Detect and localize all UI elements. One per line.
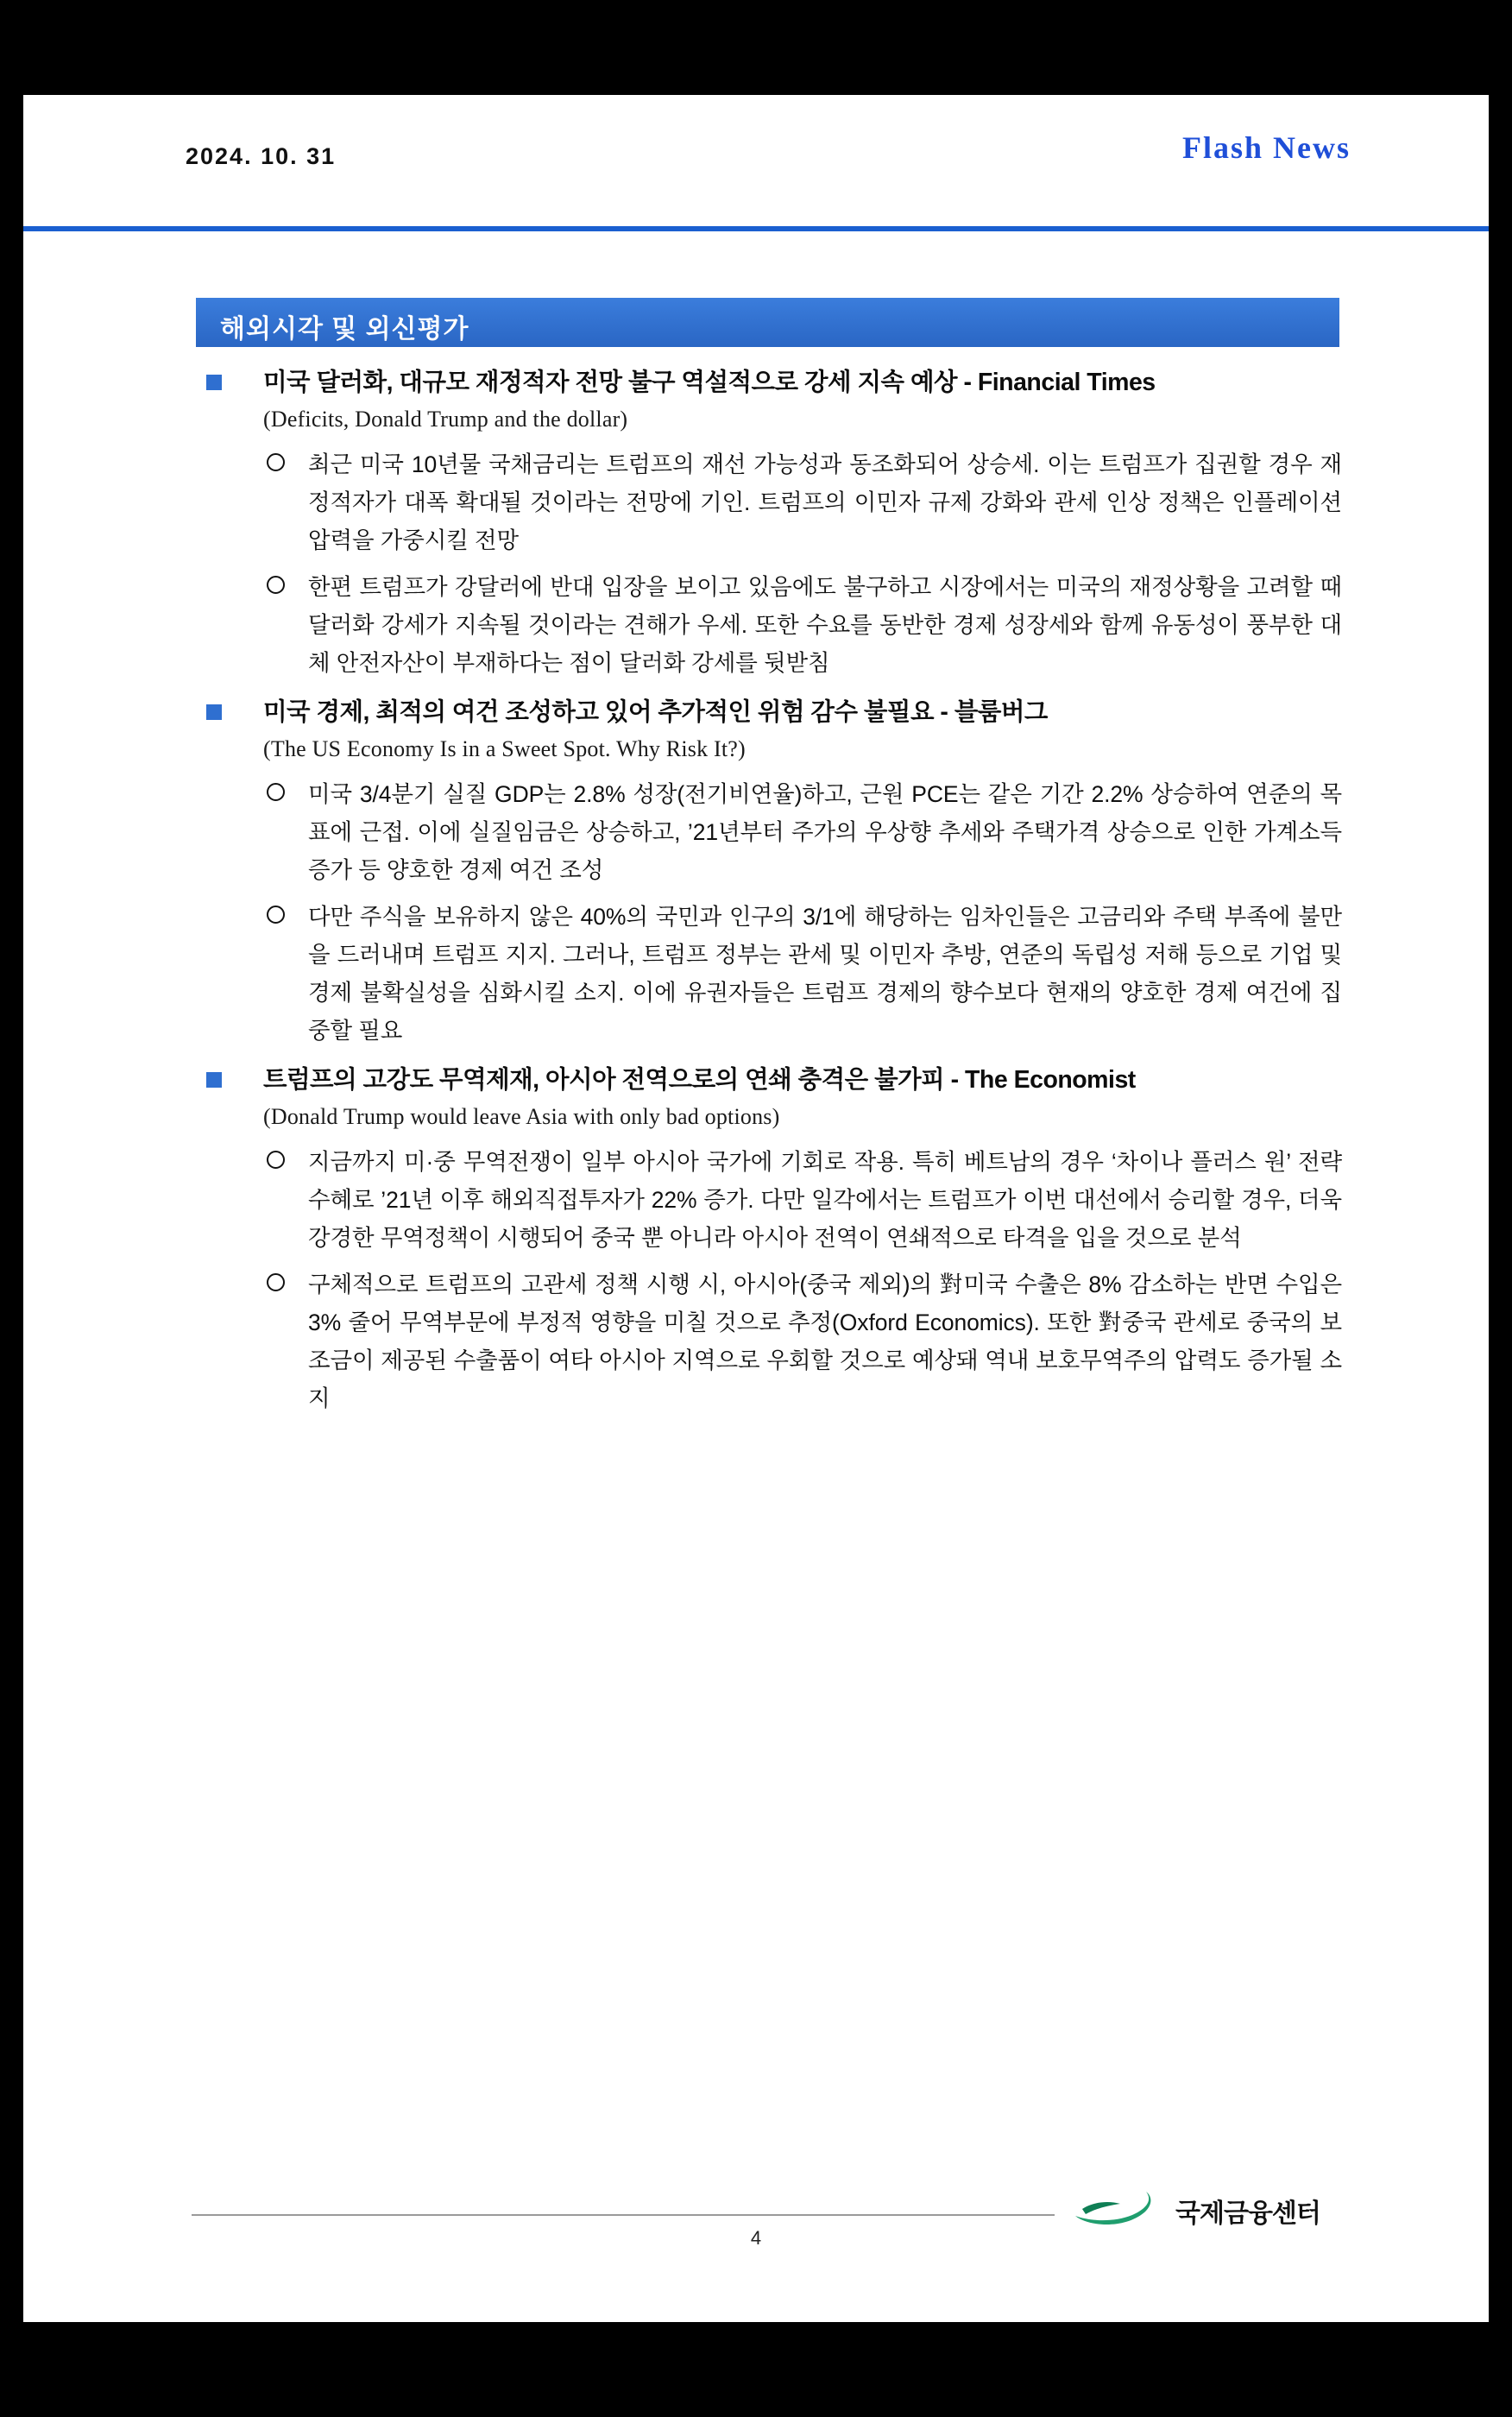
circle-bullet-icon: [267, 1273, 285, 1291]
document-content: [23, 364, 1489, 1429]
header-divider: [23, 226, 1489, 231]
section-banner: [196, 298, 1339, 347]
circle-bullet-icon: [267, 1151, 285, 1169]
footer-logo: [1070, 2180, 1346, 2240]
circle-bullet-icon: [267, 783, 285, 801]
document-page: [23, 95, 1489, 2322]
news-item-heading: [23, 1062, 1489, 1098]
news-item: [23, 364, 1489, 682]
footer-logo-text: 국제금융센터: [1175, 2199, 1320, 2228]
footer-divider: [192, 2214, 1055, 2216]
document-brand-title: Flash News: [1181, 130, 1351, 165]
news-item-subtitle: (The US Economy Is in a Sweet Spot. Why Risk It?): [263, 736, 746, 761]
news-item-title: 트럼프의 고강도 무역제재, 아시아 전역으로의 연쇄 충격은 불가피 - The Economist: [263, 1066, 1136, 1094]
news-item-heading: [23, 364, 1489, 401]
news-item-point: [23, 1143, 1489, 1257]
square-bullet-icon: [206, 1072, 222, 1088]
page-number: 4: [750, 2227, 762, 2249]
document-date: 2024. 10. 31: [186, 143, 337, 169]
document-header: [23, 95, 1489, 224]
news-item-point-text: 구체적으로 트럼프의 고관세 정책 시행 시, 아시아(중국 제외)의 對미국 수출은 8% 감소하는 반면 수입은 3% 줄어 무역부문에 부정적 영향을 미칠 것으로 추정(Oxford Economics). 또한 對중국 관세로 중국의 보조금이 제공된 수출품이 여타 아시아 지역으로 우회할 것으로 예상돼 역내 보호무역주의 압력도 증가될 소지: [308, 1272, 1342, 1411]
news-item-subtitle: (Deficits, Donald Trump and the dollar): [263, 407, 628, 432]
news-item-point: [23, 1265, 1489, 1417]
news-item-point-text: 최근 미국 10년물 국채금리는 트럼프의 재선 가능성과 동조화되어 상승세. 이는 트럼프가 집권할 경우 재정적자가 대폭 확대될 것이라는 전망에 기인. 트럼프의 이민자 규제 강화와 관세 인상 정책은 인플레이션 압력을 가중시킬 전망: [308, 451, 1342, 553]
square-bullet-icon: [206, 704, 222, 720]
news-item-point: [23, 568, 1489, 682]
kcif-logo-icon: [1070, 2187, 1165, 2231]
section-banner-label: 해외시각 및 외신평가: [220, 315, 469, 344]
square-bullet-icon: [206, 375, 222, 390]
circle-bullet-icon: [267, 576, 285, 594]
news-item-subtitle: (Donald Trump would leave Asia with only bad options): [263, 1104, 780, 1129]
news-item-point: [23, 445, 1489, 559]
news-item: [23, 694, 1489, 1050]
news-item-point-text: 다만 주식을 보유하지 않은 40%의 국민과 인구의 3/1에 해당하는 임차인들은 고금리와 주택 부족에 불만을 드러내며 트럼프 지지. 그러나, 트럼프 정부는 관세 및 이민자 추방, 연준의 독립성 저해 등으로 기업 및 경제 불확실성을 심화시킬 소지. 이에 유권자들은 트럼프 경제의 향수보다 현재의 양호한 경제 여건에 집중할 필요: [308, 904, 1342, 1044]
news-item-point-text: 미국 3/4분기 실질 GDP는 2.8% 성장(전기비연율)하고, 근원 PCE는 같은 기간 2.2% 상승하여 연준의 목표에 근접. 이에 실질임금은 상승하고, ’21년부터 주가의 우상향 추세와 주택가격 상승으로 인한 가계소득 증가 등 양호한 경제 여건 조성: [308, 781, 1342, 883]
circle-bullet-icon: [267, 453, 285, 471]
news-item-point-text: 지금까지 미·중 무역전쟁이 일부 아시아 국가에 기회로 작용. 특히 베트남의 경우 ‘차이나 플러스 원’ 전략 수혜로 ’21년 이후 해외직접투자가 22% 증가. 다만 일각에서는 트럼프가 이번 대선에서 승리할 경우, 더욱 강경한 무역정책이 시행되어 중국 뿐 아니라 아시아 전역이 연쇄적으로 타격을 입을 것으로 분석: [308, 1149, 1342, 1251]
news-item: [23, 1062, 1489, 1417]
news-item-title: 미국 달러화, 대규모 재정적자 전망 불구 역설적으로 강세 지속 예상 - Financial Times: [263, 369, 1156, 396]
news-item-title: 미국 경제, 최적의 여건 조성하고 있어 추가적인 위험 감수 불필요 - 블룸버그: [263, 698, 1048, 726]
circle-bullet-icon: [267, 906, 285, 924]
news-item-heading: [23, 694, 1489, 730]
news-item-point: [23, 898, 1489, 1050]
news-item-point: [23, 775, 1489, 889]
news-item-point-text: 한편 트럼프가 강달러에 반대 입장을 보이고 있음에도 불구하고 시장에서는 미국의 재정상황을 고려할 때 달러화 강세가 지속될 것이라는 견해가 우세. 또한 수요를 동반한 경제 성장세와 함께 유동성이 풍부한 대체 안전자산이 부재하다는 점이 달러화 강세를 뒷받침: [308, 574, 1342, 676]
